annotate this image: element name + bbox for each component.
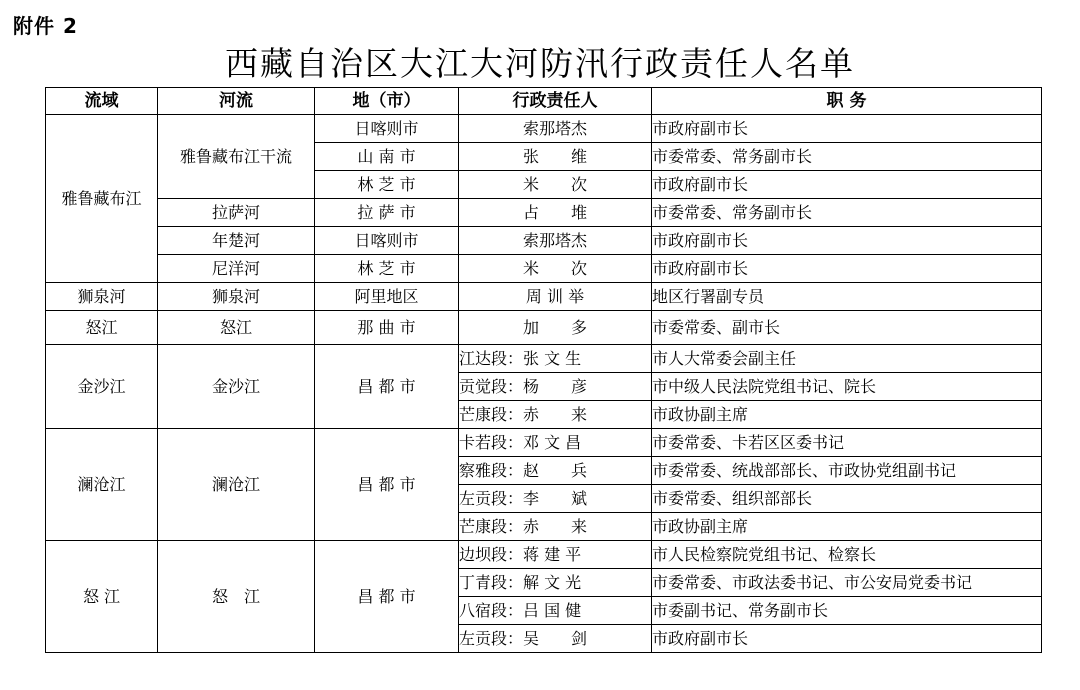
duty-cell: 地区行署副专员 xyxy=(652,283,1042,311)
duty-cell: 市政府副市长 xyxy=(652,115,1042,143)
table-row xyxy=(46,541,1042,569)
header-city: 地（市） xyxy=(315,88,459,115)
city-cell: 那 曲 市 xyxy=(315,311,459,345)
city-cell: 山 南 市 xyxy=(315,143,459,171)
river-cell: 年楚河 xyxy=(158,227,315,255)
person-cell: 芒康段：赤 来 xyxy=(459,513,652,541)
duty-cell: 市人大常委会副主任 xyxy=(652,345,1042,373)
table-row xyxy=(46,255,1042,283)
city-cell: 昌 都 市 xyxy=(315,345,459,429)
duty-cell: 市政协副主席 xyxy=(652,513,1042,541)
duty-cell: 市政府副市长 xyxy=(652,625,1042,653)
city-cell: 林 芝 市 xyxy=(315,255,459,283)
city-cell: 拉 萨 市 xyxy=(315,199,459,227)
person-cell: 左贡段：吴 剑 xyxy=(459,625,652,653)
basin-cell: 怒江 xyxy=(46,311,158,345)
duty-cell: 市政府副市长 xyxy=(652,171,1042,199)
person-cell: 周 训 举 xyxy=(459,283,652,311)
basin-cell: 怒 江 xyxy=(46,541,158,653)
river-cell: 雅鲁藏布江干流 xyxy=(158,115,315,199)
header-basin: 流域 xyxy=(46,88,158,115)
river-cell: 怒江 xyxy=(158,311,315,345)
table-row xyxy=(46,227,1042,255)
city-cell: 日喀则市 xyxy=(315,115,459,143)
person-cell: 加 多 xyxy=(459,311,652,345)
person-cell: 芒康段：赤 来 xyxy=(459,401,652,429)
table-row xyxy=(46,115,1042,143)
river-cell: 狮泉河 xyxy=(158,283,315,311)
document-title: 西藏自治区大江大河防汛行政责任人名单 xyxy=(225,44,855,83)
basin-cell: 狮泉河 xyxy=(46,283,158,311)
person-cell: 江达段：张 文 生 xyxy=(459,345,652,373)
duty-cell: 市委常委、常务副市长 xyxy=(652,143,1042,171)
table-row xyxy=(46,199,1042,227)
table-row xyxy=(46,345,1042,373)
header-river: 河流 xyxy=(158,88,315,115)
person-cell: 丁青段：解 文 光 xyxy=(459,569,652,597)
river-cell: 金沙江 xyxy=(158,345,315,429)
duty-cell: 市政府副市长 xyxy=(652,227,1042,255)
table-row xyxy=(46,283,1042,311)
header-duty: 职 务 xyxy=(652,88,1042,115)
header-person: 行政责任人 xyxy=(459,88,652,115)
duty-cell: 市委常委、市政法委书记、市公安局党委书记 xyxy=(652,569,1042,597)
flood-control-responsibility-table xyxy=(45,87,1042,653)
table-row xyxy=(46,429,1042,457)
person-cell: 左贡段：李 斌 xyxy=(459,485,652,513)
city-cell: 昌 都 市 xyxy=(315,541,459,653)
duty-cell: 市人民检察院党组书记、检察长 xyxy=(652,541,1042,569)
person-cell: 索那塔杰 xyxy=(459,227,652,255)
basin-cell: 澜沧江 xyxy=(46,429,158,541)
city-cell: 林 芝 市 xyxy=(315,171,459,199)
river-cell: 尼洋河 xyxy=(158,255,315,283)
person-cell: 八宿段：吕 国 健 xyxy=(459,597,652,625)
duty-cell: 市委常委、组织部部长 xyxy=(652,485,1042,513)
city-cell: 日喀则市 xyxy=(315,227,459,255)
duty-cell: 市委常委、统战部部长、市政协党组副书记 xyxy=(652,457,1042,485)
duty-cell: 市政府副市长 xyxy=(652,255,1042,283)
duty-cell: 市委常委、常务副市长 xyxy=(652,199,1042,227)
person-cell: 察雅段：赵 兵 xyxy=(459,457,652,485)
duty-cell: 市委常委、卡若区区委书记 xyxy=(652,429,1042,457)
duty-cell: 市委副书记、常务副市长 xyxy=(652,597,1042,625)
city-cell: 昌 都 市 xyxy=(315,429,459,541)
table-row xyxy=(46,311,1042,345)
city-cell: 阿里地区 xyxy=(315,283,459,311)
person-cell: 张 维 xyxy=(459,143,652,171)
duty-cell: 市政协副主席 xyxy=(652,401,1042,429)
duty-cell: 市中级人民法院党组书记、院长 xyxy=(652,373,1042,401)
attachment-label: 附件 2 xyxy=(13,14,78,38)
person-cell: 米 次 xyxy=(459,171,652,199)
river-cell: 拉萨河 xyxy=(158,199,315,227)
river-cell: 澜沧江 xyxy=(158,429,315,541)
table-header-row xyxy=(46,88,1042,115)
duty-cell: 市委常委、副市长 xyxy=(652,311,1042,345)
river-cell: 怒 江 xyxy=(158,541,315,653)
basin-cell: 金沙江 xyxy=(46,345,158,429)
person-cell: 索那塔杰 xyxy=(459,115,652,143)
basin-cell: 雅鲁藏布江 xyxy=(46,115,158,283)
person-cell: 卡若段：邓 文 昌 xyxy=(459,429,652,457)
person-cell: 边坝段：蒋 建 平 xyxy=(459,541,652,569)
person-cell: 米 次 xyxy=(459,255,652,283)
person-cell: 贡觉段：杨 彦 xyxy=(459,373,652,401)
person-cell: 占 堆 xyxy=(459,199,652,227)
